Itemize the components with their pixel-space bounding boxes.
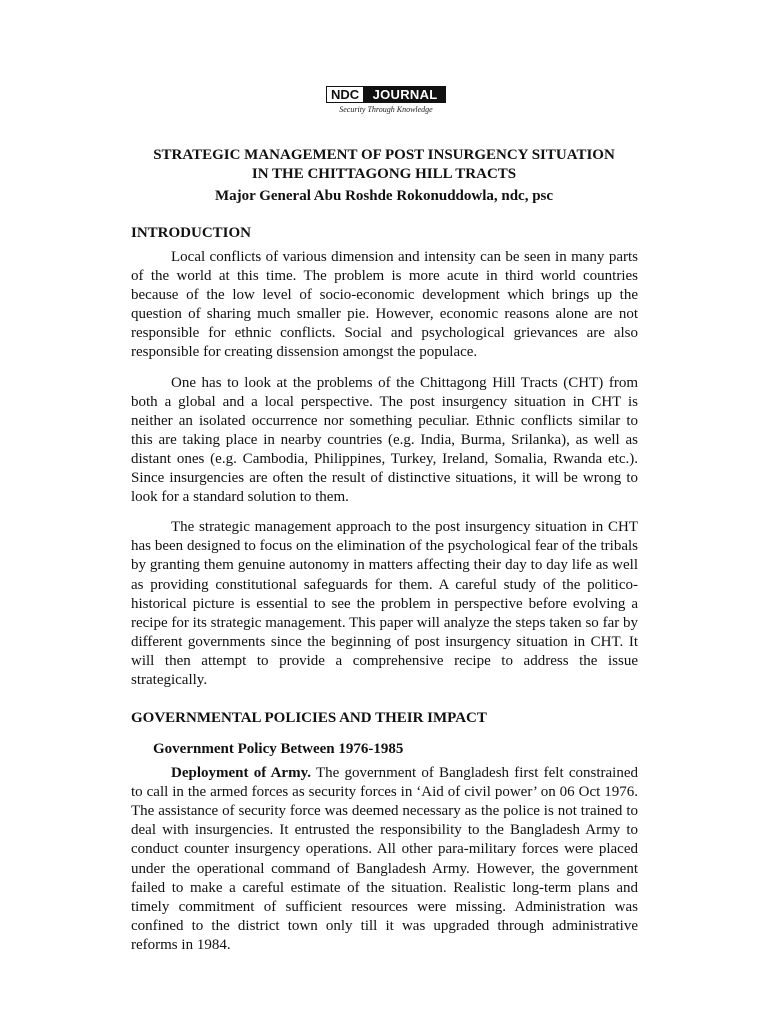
section-heading-introduction: INTRODUCTION <box>131 225 252 241</box>
article-title-line-2: IN THE CHITTAGONG HILL TRACTS <box>251 166 517 182</box>
masthead-brand-right: JOURNAL <box>364 86 446 103</box>
section-heading-governmental-policies: GOVERNMENTAL POLICIES AND THEIR IMPACT <box>131 710 487 727</box>
intro-paragraph-3: The strategic management approach to the post insurgency situation in CHT has been designed to focus on the elimination of the psychological fear of the tribals by granting them genuine autonomy in matters affecting their day to day life as well as providing constitutional safeguards for them. A careful study of the politico-historical picture is essential to see the problem in perspective before evolving a recipe for its strategic management. This paper will analyze the steps taken so far by different governments since the beginning of post insurgency situation in CHT. It will then attempt to provide a comprehensive recipe to address the issue strategically. <box>131 519 638 688</box>
intro-paragraph-2: One has to look at the problems of the Chittagong Hill Tracts (CHT) from both a global and a local perspective. The post insurgency situation in CHT is neither an isolated occurrence nor something peculiar. Ethnic conflicts similar to this are taking place in nearby countries (e.g. India, Burma, Srilanka), as well as distant ones (e.g. Cambodia, Philippines, Turkey, Ireland, Somalia, Rwanda etc.). Since insurgencies are often the result of distinctive situations, it will be wrong to look for a standard solution to them. <box>131 374 638 506</box>
article-title-line-1: STRATEGIC MANAGEMENT OF POST INSURGENCY SITUATION <box>153 147 615 163</box>
masthead-brand-left: NDC <box>326 86 364 103</box>
masthead-logo <box>326 86 446 103</box>
intro-paragraph-1: Local conflicts of various dimension and intensity can be seen in many parts of the world at this time. The problem is more acute in third world countries because of the low level of socio-economic development which brings up the question of sharing much smaller pie. However, economic reasons alone are not responsible for ethnic conflicts. Social and psychological grievances are also responsible for creating dissension amongst the populace. <box>131 249 638 361</box>
run-in-heading-deployment: Deployment of Army. <box>171 765 311 782</box>
article-body <box>131 224 638 955</box>
masthead-tagline: Security Through Knowledge <box>339 105 433 114</box>
deployment-paragraph-text: The government of Bangladesh first felt constrained to call in the armed forces as security forces in ‘Aid of civil power’ on 06 Oct 1976. The assistance of security force was deemed necessary as the police is not trained to deal with insurgencies. It entrusted the responsibility to the Bangladesh Army to conduct counter insurgency operations. All other para-military forces were placed under the operational command of Bangladesh Army. However, the government failed to make a careful estimate of the situation. Realistic long-term plans and timely commitment of sufficient resources were missing. Administration was confined to the district town only till it was upgraded through administrative reforms in 1984. <box>131 765 638 953</box>
subsection-heading-1976-1985: Government Policy Between 1976-1985 <box>153 741 404 758</box>
deployment-of-army-paragraph <box>131 764 638 955</box>
journal-masthead <box>326 86 446 114</box>
article-author: Major General Abu Roshde Rokonuddowla, ndc, psc <box>214 188 554 204</box>
article-title <box>120 146 648 184</box>
